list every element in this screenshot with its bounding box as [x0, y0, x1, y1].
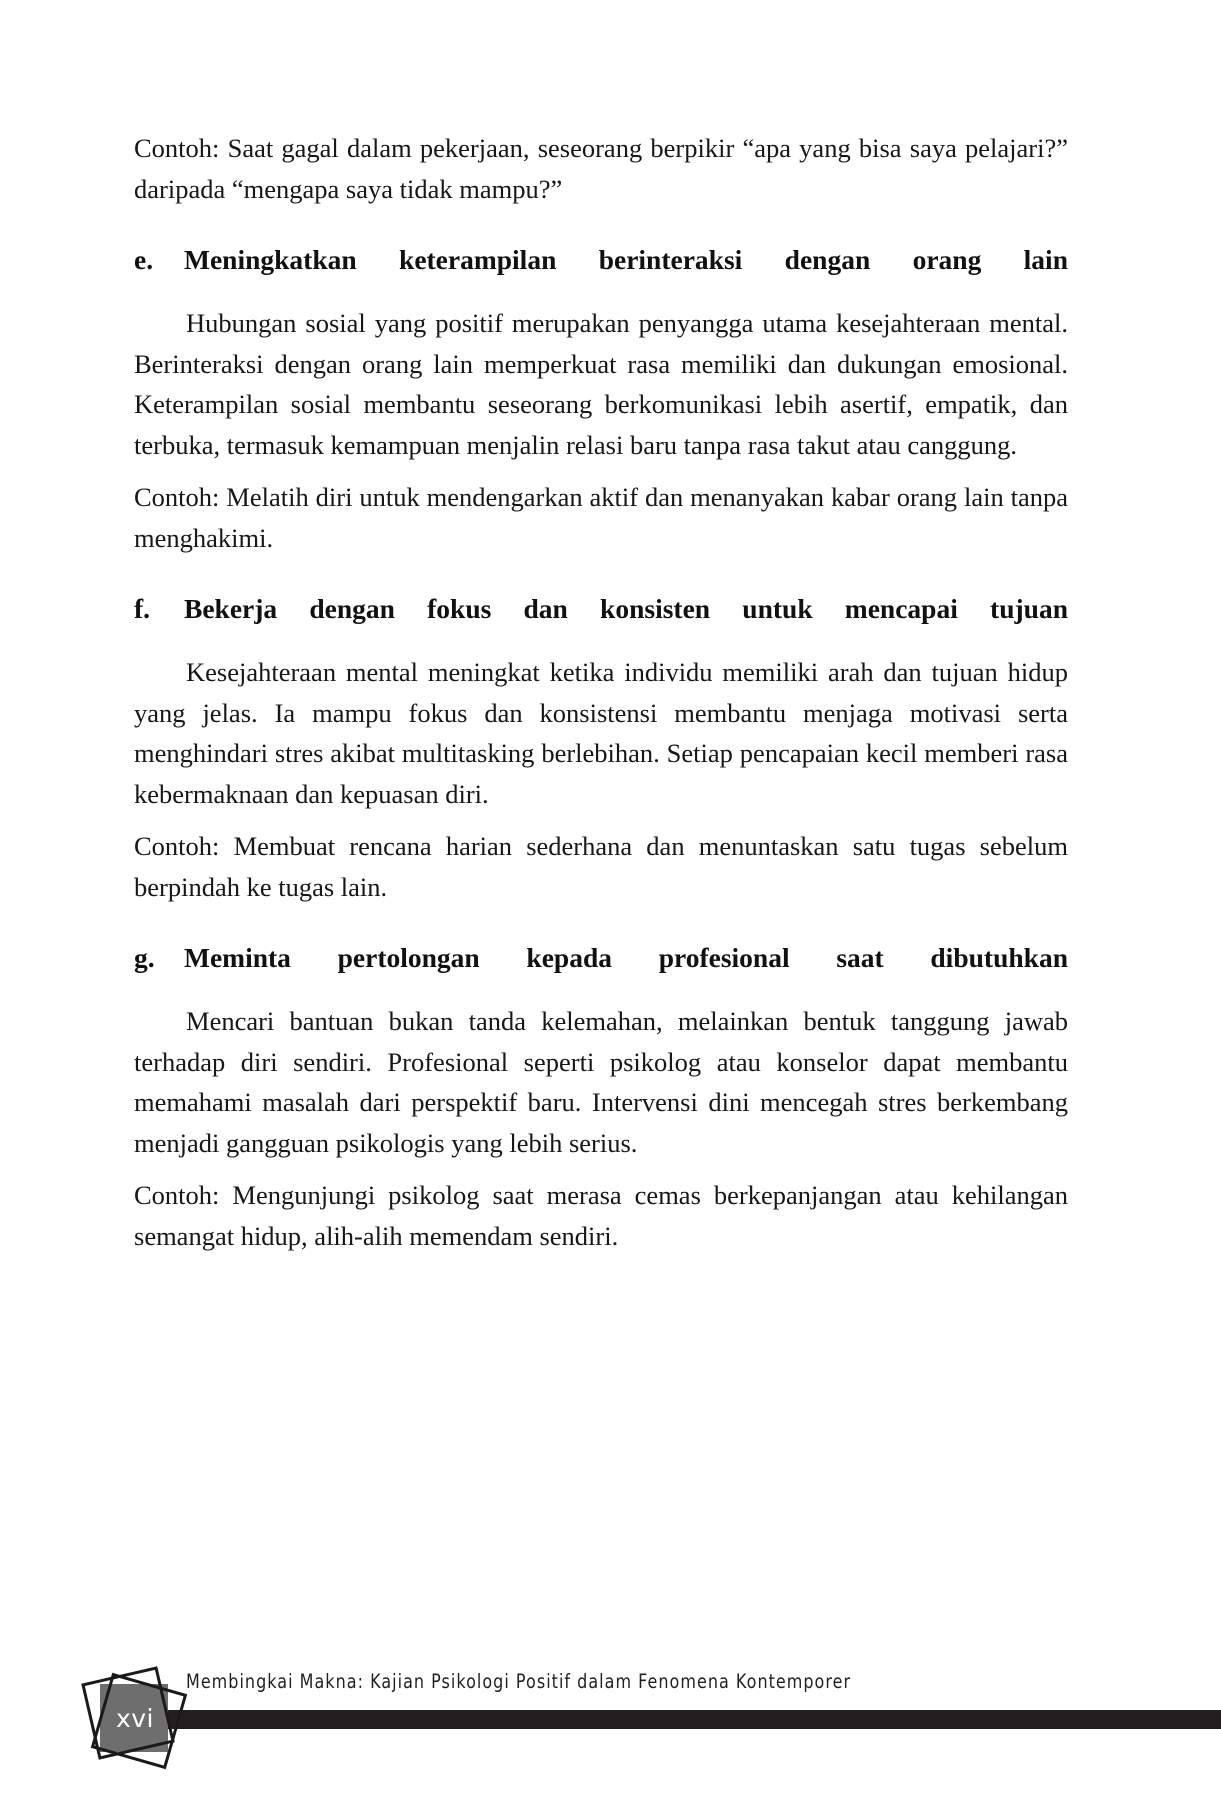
- section-heading-f: [134, 588, 1068, 630]
- paragraph-text: Hubungan sosial yang positif merupakan penyangga utama kesejahteraan mental. Berinteraksi dengan orang lain memperkuat rasa memiliki dan dukungan emosional. Keterampilan sosial membantu seseorang berkomunikasi lebih asertif, empatik, dan terbuka, termasuk kemampuan menjalin relasi baru tanpa rasa takut atau canggung.: [134, 308, 1068, 460]
- page-content-column: [134, 0, 1068, 1812]
- section-heading-text-e: Meningkatkan keterampilan berinteraksi dengan orang lain: [184, 244, 1068, 275]
- section-heading-text-f: Bekerja dengan fokus dan konsisten untuk mencapai tujuan: [184, 593, 1068, 624]
- intro-example-paragraph: [134, 128, 1068, 209]
- section-heading-e: [134, 239, 1068, 281]
- section-body-f: [134, 652, 1068, 814]
- section-example-f: [134, 826, 1068, 907]
- page-footer: [0, 1622, 1221, 1812]
- section-example-e: [134, 477, 1068, 558]
- paragraph-text: Mencari bantuan bukan tanda kelemahan, melainkan bentuk tanggung jawab terhadap diri sendiri. Profesional seperti psikolog atau konselor dapat membantu memahami masalah dari perspektif baru. Intervensi dini mencegah stres berkembang menjadi gangguan psikologis yang lebih serius.: [134, 1006, 1068, 1158]
- section-heading-text-g: Meminta pertolongan kepada profesional saat dibutuhkan: [184, 942, 1068, 973]
- footer-book-title: Membingkai Makna: Kajian Psikologi Positif dalam Fenomena Kontemporer: [186, 1670, 852, 1693]
- footer-rule-bar: [155, 1710, 1221, 1729]
- paragraph-text: Contoh: Mengunjungi psikolog saat merasa cemas berkepanjangan atau kehilangan semangat hidup, alih-alih memendam sendiri.: [134, 1180, 1068, 1251]
- paragraph-text: Contoh: Melatih diri untuk mendengarkan aktif dan menanyakan kabar orang lain tanpa menghakimi.: [134, 482, 1068, 553]
- section-marker-e: e.: [134, 244, 154, 275]
- section-marker-g: g.: [134, 942, 155, 973]
- section-heading-g: [134, 937, 1068, 979]
- page-number-badge: [78, 1662, 190, 1774]
- section-body-e: [134, 303, 1068, 465]
- paragraph-text: Contoh: Saat gagal dalam pekerjaan, seseorang berpikir “apa yang bisa saya pelajari?” daripada “mengapa saya tidak mampu?”: [134, 133, 1068, 204]
- paragraph-text: Kesejahteraan mental meningkat ketika individu memiliki arah dan tujuan hidup yang jelas. Ia mampu fokus dan konsistensi membantu menjaga motivasi serta menghindari stres akibat multitasking berlebihan. Setiap pencapaian kecil memberi rasa kebermaknaan dan kepuasan diri.: [134, 657, 1068, 809]
- section-example-g: [134, 1175, 1068, 1256]
- section-marker-f: f.: [134, 593, 151, 624]
- section-body-g: [134, 1001, 1068, 1163]
- page-number: xvi: [115, 1703, 155, 1733]
- paragraph-text: Contoh: Membuat rencana harian sederhana dan menuntaskan satu tugas sebelum berpindah ke tugas lain.: [134, 831, 1068, 902]
